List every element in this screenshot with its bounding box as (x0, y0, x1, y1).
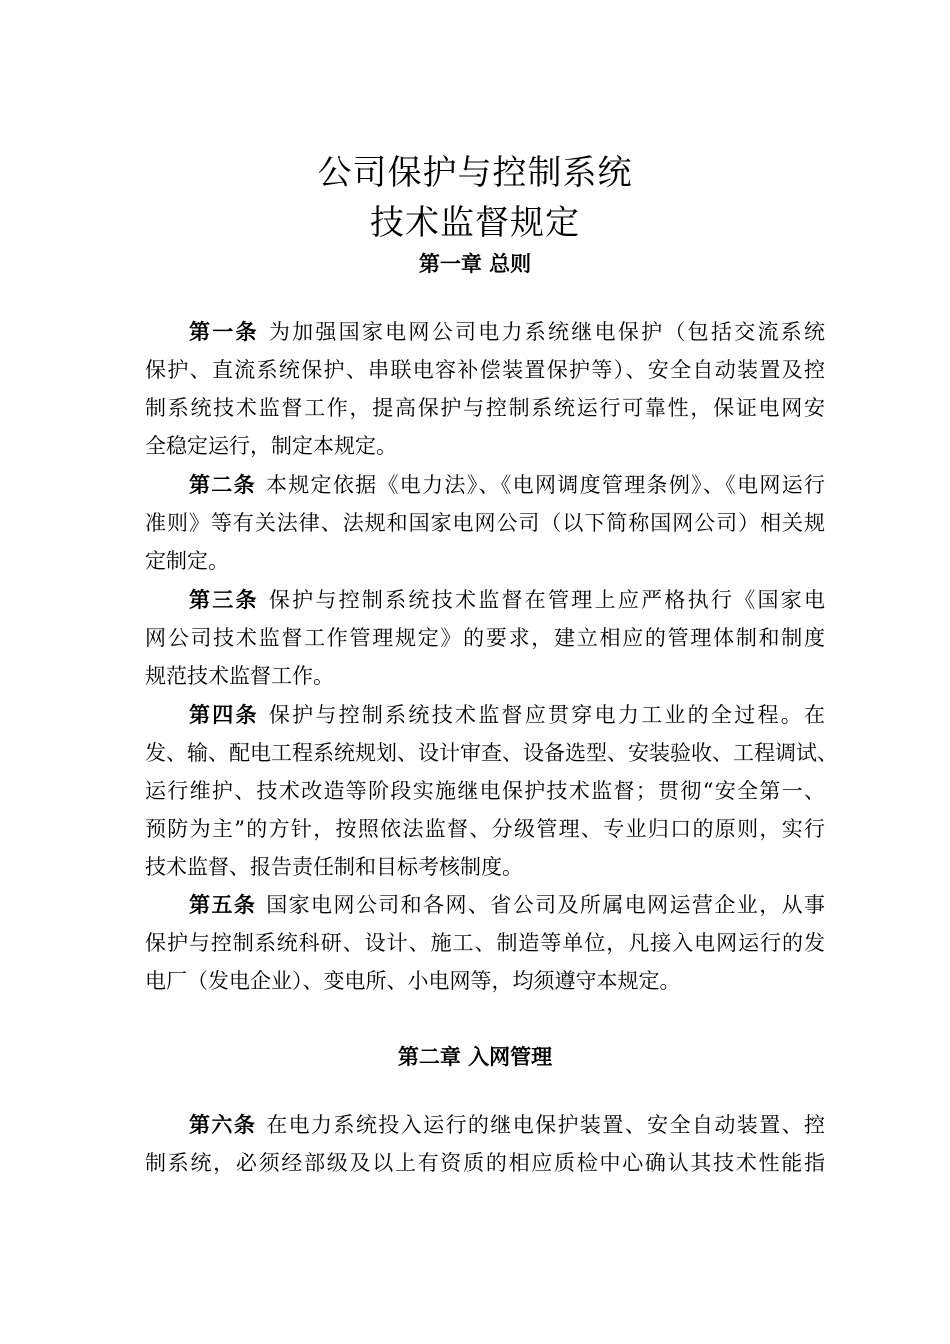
article-line: 第六条 在电力系统投入运行的继电保护装置、安全自动装置、控 (189, 1113, 826, 1137)
article-line: 运行维护、技术改造等阶段实施继电保护技术监督；贯彻“安全第一、 (145, 779, 825, 803)
article-3 (145, 581, 825, 695)
article-line: 预防为主”的方针，按照依法监督、分级管理、专业归口的原则，实行 (145, 817, 825, 841)
article-label: 第二条 (189, 473, 256, 497)
chapter-heading-1: 第一章 总则 (418, 252, 532, 276)
article-line: 规范技术监督工作。 (145, 664, 334, 688)
article-line: 全稳定运行，制定本规定。 (145, 434, 397, 458)
article-line: 发、输、配电工程系统规划、设计审查、设备选型、安装验收、工程调试、 (145, 741, 838, 765)
article-line: 第三条 保护与控制系统技术监督在管理上应严格执行《国家电 (189, 588, 826, 612)
article-line: 第一条 为加强国家电网公司电力系统继电保护（包括交流系统 (189, 320, 826, 344)
article-6 (145, 1106, 825, 1182)
article-line: 网公司技术监督工作管理规定》的要求，建立相应的管理体制和制度 (145, 626, 825, 650)
article-4 (145, 696, 838, 886)
article-line: 制系统技术监督工作，提高保护与控制系统运行可靠性，保证电网安 (145, 396, 825, 420)
document-title-line-2: 技术监督规定 (370, 203, 580, 243)
article-line: 制系统，必须经部级及以上有资质的相应质检中心确认其技术性能指 (145, 1151, 825, 1175)
article-label: 第一条 (189, 320, 259, 344)
article-1 (145, 313, 825, 465)
document-title-line-1: 公司保护与控制系统 (317, 153, 633, 193)
article-label: 第四条 (189, 703, 259, 727)
chapter-heading-2: 第二章 入网管理 (397, 1045, 553, 1069)
article-line: 准则》等有关法律、法规和国家电网公司（以下简称国网公司）相关规 (145, 511, 825, 535)
article-line: 保护、直流系统保护、串联电容补偿装置保护等）、安全自动装置及控 (145, 358, 825, 382)
article-line: 技术监督、报告责任制和目标考核制度。 (145, 855, 523, 879)
article-label: 第三条 (189, 588, 259, 612)
article-line: 第二条 本规定依据《电力法》、《电网调度管理条例》、《电网运行 (189, 473, 826, 497)
article-line: 定制定。 (145, 549, 229, 573)
article-5 (145, 886, 825, 1000)
article-line: 第五条 国家电网公司和各网、省公司及所属电网运营企业，从事 (189, 893, 826, 917)
article-line: 保护与控制系统科研、设计、施工、制造等单位，凡接入电网运行的发 (145, 931, 825, 955)
article-line: 第四条 保护与控制系统技术监督应贯穿电力工业的全过程。在 (189, 703, 826, 727)
article-label: 第六条 (189, 1113, 257, 1137)
article-line: 电厂（发电企业）、变电所、小电网等，均须遵守本规定。 (145, 969, 681, 993)
article-label: 第五条 (189, 893, 257, 917)
article-2 (145, 466, 825, 580)
